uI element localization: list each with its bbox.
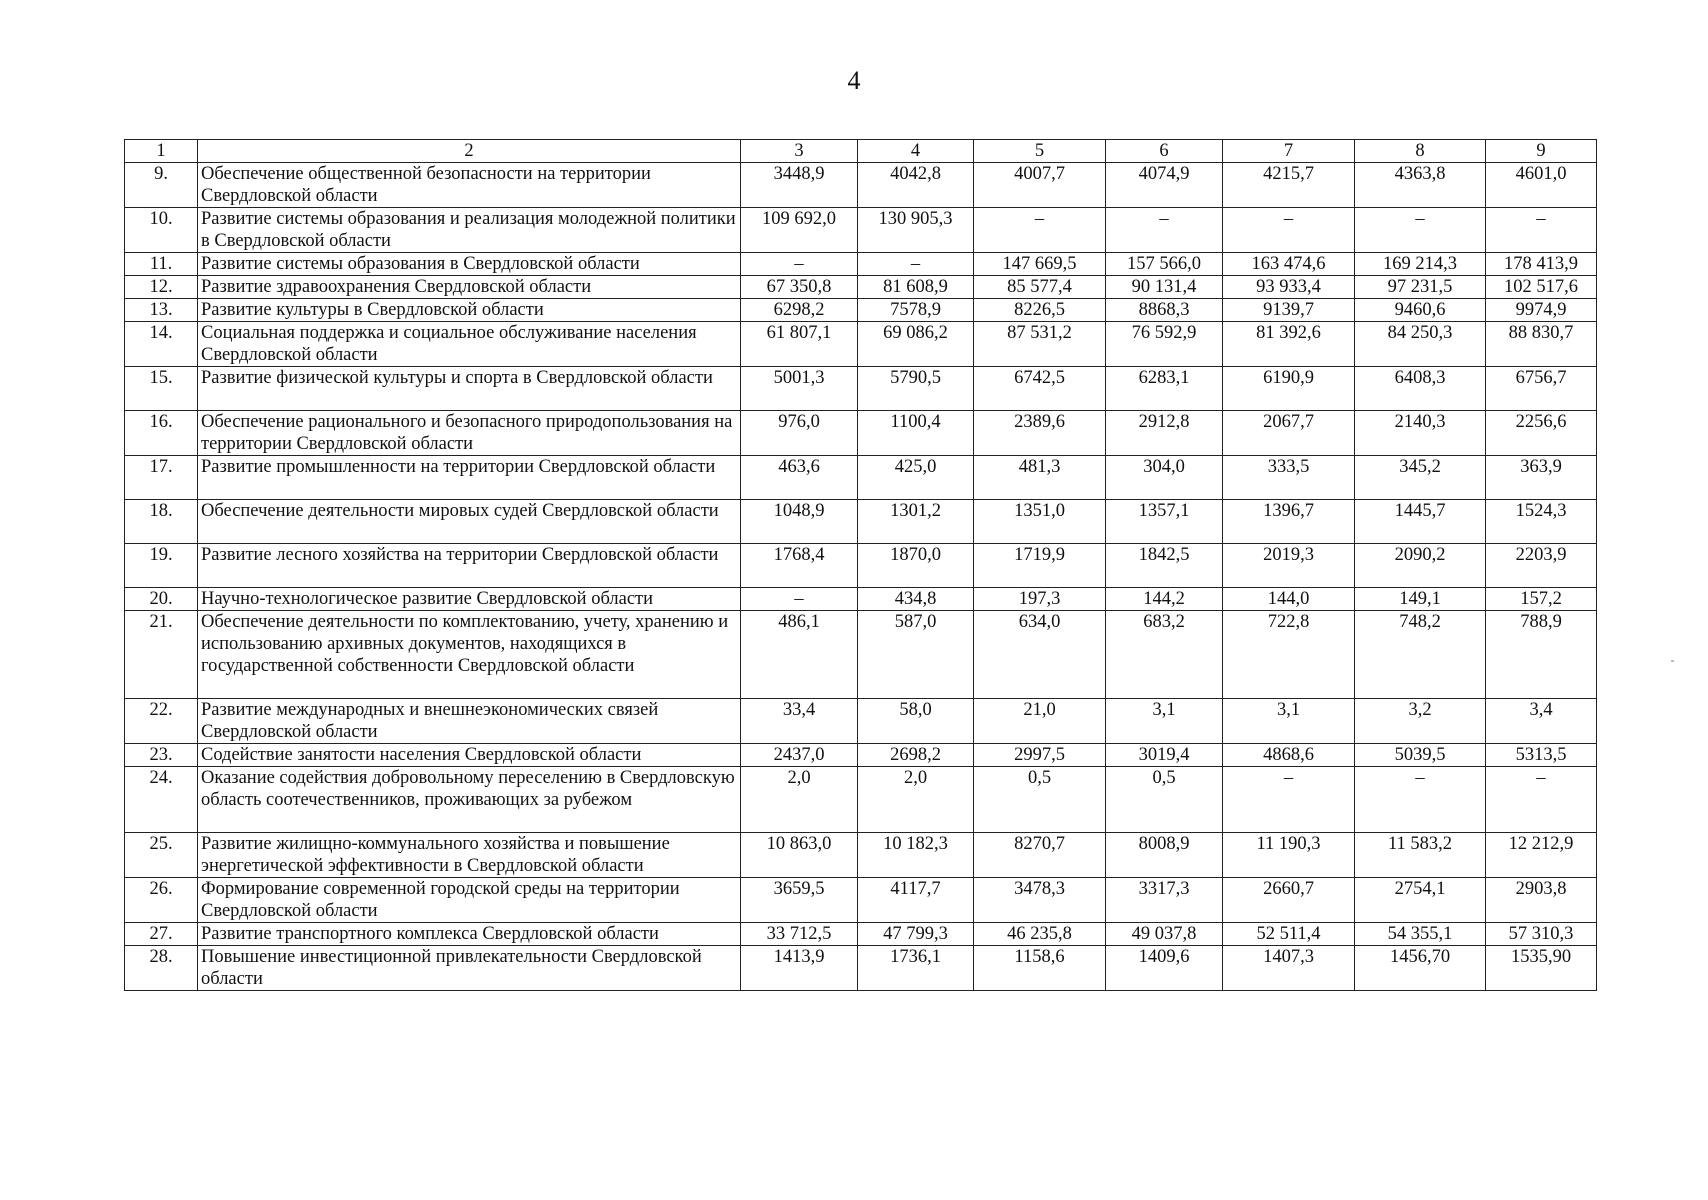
value-cell: 9139,7 — [1223, 299, 1355, 322]
table-row — [125, 767, 1597, 833]
program-name: Развитие жилищно-коммунального хозяйства и повышение энергетической эффективности в Свердловской области — [198, 833, 741, 878]
value-cell: 163 474,6 — [1223, 253, 1355, 276]
value-cell: 8270,7 — [974, 833, 1106, 878]
value-cell: 5039,5 — [1355, 744, 1486, 767]
value-cell: 8008,9 — [1106, 833, 1223, 878]
row-number: 9. — [125, 163, 198, 208]
table-row — [125, 833, 1597, 878]
value-cell: 1357,1 — [1106, 500, 1223, 544]
value-cell: 1351,0 — [974, 500, 1106, 544]
row-number: 26. — [125, 878, 198, 923]
column-header: 4 — [858, 140, 974, 163]
value-cell: 345,2 — [1355, 456, 1486, 500]
program-name: Развитие промышленности на территории Свердловской области — [198, 456, 741, 500]
value-cell: – — [1486, 767, 1597, 833]
value-cell: – — [1486, 208, 1597, 253]
table-row — [125, 367, 1597, 411]
program-name: Формирование современной городской среды на территории Свердловской области — [198, 878, 741, 923]
value-cell: 1445,7 — [1355, 500, 1486, 544]
value-cell: 3,1 — [1106, 699, 1223, 744]
value-cell: 61 807,1 — [741, 322, 858, 367]
value-cell: 130 905,3 — [858, 208, 974, 253]
value-cell: 4601,0 — [1486, 163, 1597, 208]
value-cell: 8226,5 — [974, 299, 1106, 322]
value-cell: 1719,9 — [974, 544, 1106, 588]
value-cell: 6298,2 — [741, 299, 858, 322]
row-number: 23. — [125, 744, 198, 767]
value-cell: 333,5 — [1223, 456, 1355, 500]
table-row — [125, 611, 1597, 699]
program-name: Развитие лесного хозяйства на территории Свердловской области — [198, 544, 741, 588]
column-header: 9 — [1486, 140, 1597, 163]
value-cell: 149,1 — [1355, 588, 1486, 611]
value-cell: 67 350,8 — [741, 276, 858, 299]
row-number: 11. — [125, 253, 198, 276]
value-cell: 3019,4 — [1106, 744, 1223, 767]
value-cell: 3,2 — [1355, 699, 1486, 744]
value-cell: 4042,8 — [858, 163, 974, 208]
program-name: Обеспечение общественной безопасности на территории Свердловской области — [198, 163, 741, 208]
value-cell: 90 131,4 — [1106, 276, 1223, 299]
value-cell: 1768,4 — [741, 544, 858, 588]
value-cell: 9460,6 — [1355, 299, 1486, 322]
value-cell: 1870,0 — [858, 544, 974, 588]
value-cell: 33 712,5 — [741, 923, 858, 946]
value-cell: 178 413,9 — [1486, 253, 1597, 276]
value-cell: 425,0 — [858, 456, 974, 500]
budget-table — [124, 139, 1597, 991]
table-body — [125, 163, 1597, 991]
value-cell: 1301,2 — [858, 500, 974, 544]
value-cell: 1456,70 — [1355, 946, 1486, 991]
value-cell: 47 799,3 — [858, 923, 974, 946]
value-cell: 3,1 — [1223, 699, 1355, 744]
value-cell: 87 531,2 — [974, 322, 1106, 367]
value-cell: 69 086,2 — [858, 322, 974, 367]
value-cell: 5790,5 — [858, 367, 974, 411]
value-cell: 54 355,1 — [1355, 923, 1486, 946]
value-cell: 4868,6 — [1223, 744, 1355, 767]
value-cell: 2903,8 — [1486, 878, 1597, 923]
value-cell: 81 608,9 — [858, 276, 974, 299]
row-number: 13. — [125, 299, 198, 322]
column-header: 5 — [974, 140, 1106, 163]
value-cell: 10 182,3 — [858, 833, 974, 878]
value-cell: 6756,7 — [1486, 367, 1597, 411]
value-cell: 12 212,9 — [1486, 833, 1597, 878]
value-cell: 683,2 — [1106, 611, 1223, 699]
row-number: 18. — [125, 500, 198, 544]
program-name: Развитие международных и внешнеэкономических связей Свердловской области — [198, 699, 741, 744]
row-number: 27. — [125, 923, 198, 946]
value-cell: 1407,3 — [1223, 946, 1355, 991]
value-cell: 84 250,3 — [1355, 322, 1486, 367]
value-cell: 144,0 — [1223, 588, 1355, 611]
value-cell: 2698,2 — [858, 744, 974, 767]
value-cell: 33,4 — [741, 699, 858, 744]
value-cell: 788,9 — [1486, 611, 1597, 699]
value-cell: 21,0 — [974, 699, 1106, 744]
value-cell: 4007,7 — [974, 163, 1106, 208]
value-cell: 2256,6 — [1486, 411, 1597, 456]
program-name: Социальная поддержка и социальное обслуживание населения Свердловской области — [198, 322, 741, 367]
value-cell: 147 669,5 — [974, 253, 1106, 276]
program-name: Повышение инвестиционной привлекательности Свердловской области — [198, 946, 741, 991]
value-cell: 304,0 — [1106, 456, 1223, 500]
table-row — [125, 456, 1597, 500]
value-cell: 587,0 — [858, 611, 974, 699]
row-number: 28. — [125, 946, 198, 991]
program-name: Развитие системы образования в Свердловской области — [198, 253, 741, 276]
table-row — [125, 299, 1597, 322]
table-header-row — [125, 140, 1597, 163]
value-cell: 486,1 — [741, 611, 858, 699]
table-row — [125, 699, 1597, 744]
row-number: 14. — [125, 322, 198, 367]
table-row — [125, 923, 1597, 946]
value-cell: 11 190,3 — [1223, 833, 1355, 878]
value-cell: 2912,8 — [1106, 411, 1223, 456]
value-cell: – — [1355, 767, 1486, 833]
table-row — [125, 208, 1597, 253]
value-cell: 5001,3 — [741, 367, 858, 411]
value-cell: 2,0 — [858, 767, 974, 833]
value-cell: 1535,90 — [1486, 946, 1597, 991]
row-number: 16. — [125, 411, 198, 456]
column-header: 2 — [198, 140, 741, 163]
value-cell: 46 235,8 — [974, 923, 1106, 946]
value-cell: 3317,3 — [1106, 878, 1223, 923]
value-cell: 363,9 — [1486, 456, 1597, 500]
value-cell: 2203,9 — [1486, 544, 1597, 588]
table-row — [125, 544, 1597, 588]
column-header: 7 — [1223, 140, 1355, 163]
program-name: Обеспечение деятельности по комплектованию, учету, хранению и использованию архивных документов, находящихся в государственной собственности Свердловской области — [198, 611, 741, 699]
row-number: 19. — [125, 544, 198, 588]
program-name: Развитие системы образования и реализация молодежной политики в Свердловской области — [198, 208, 741, 253]
value-cell: 1396,7 — [1223, 500, 1355, 544]
value-cell: 2997,5 — [974, 744, 1106, 767]
value-cell: 3478,3 — [974, 878, 1106, 923]
column-header: 6 — [1106, 140, 1223, 163]
value-cell: 88 830,7 — [1486, 322, 1597, 367]
scan-speck — [1671, 660, 1674, 662]
value-cell: 157 566,0 — [1106, 253, 1223, 276]
value-cell: – — [741, 588, 858, 611]
table-row — [125, 946, 1597, 991]
column-header: 1 — [125, 140, 198, 163]
value-cell: – — [1223, 767, 1355, 833]
program-name: Обеспечение рационального и безопасного природопользования на территории Свердловской области — [198, 411, 741, 456]
value-cell: 8868,3 — [1106, 299, 1223, 322]
value-cell: 49 037,8 — [1106, 923, 1223, 946]
value-cell: 2389,6 — [974, 411, 1106, 456]
value-cell: 3659,5 — [741, 878, 858, 923]
value-cell: 1736,1 — [858, 946, 974, 991]
row-number: 22. — [125, 699, 198, 744]
value-cell: 463,6 — [741, 456, 858, 500]
value-cell: – — [1106, 208, 1223, 253]
value-cell: 0,5 — [974, 767, 1106, 833]
value-cell: – — [1223, 208, 1355, 253]
value-cell: 3,4 — [1486, 699, 1597, 744]
table-row — [125, 253, 1597, 276]
value-cell: 76 592,9 — [1106, 322, 1223, 367]
value-cell: 722,8 — [1223, 611, 1355, 699]
value-cell: 144,2 — [1106, 588, 1223, 611]
row-number: 12. — [125, 276, 198, 299]
program-name: Содействие занятости населения Свердловской области — [198, 744, 741, 767]
value-cell: – — [858, 253, 974, 276]
value-cell: 9974,9 — [1486, 299, 1597, 322]
value-cell: 4074,9 — [1106, 163, 1223, 208]
value-cell: 169 214,3 — [1355, 253, 1486, 276]
table-row — [125, 322, 1597, 367]
value-cell: 1048,9 — [741, 500, 858, 544]
value-cell: 4117,7 — [858, 878, 974, 923]
row-number: 17. — [125, 456, 198, 500]
table-row — [125, 500, 1597, 544]
value-cell: 434,8 — [858, 588, 974, 611]
value-cell: 102 517,6 — [1486, 276, 1597, 299]
value-cell: 1413,9 — [741, 946, 858, 991]
value-cell: 6408,3 — [1355, 367, 1486, 411]
program-name: Оказание содействия добровольному переселению в Свердловскую область соотечественников, проживающих за рубежом — [198, 767, 741, 833]
column-header: 3 — [741, 140, 858, 163]
program-name: Развитие физической культуры и спорта в Свердловской области — [198, 367, 741, 411]
row-number: 10. — [125, 208, 198, 253]
program-name: Обеспечение деятельности мировых судей Свердловской области — [198, 500, 741, 544]
value-cell: 58,0 — [858, 699, 974, 744]
table-row — [125, 878, 1597, 923]
value-cell: 3448,9 — [741, 163, 858, 208]
table-row — [125, 588, 1597, 611]
value-cell: 81 392,6 — [1223, 322, 1355, 367]
row-number: 21. — [125, 611, 198, 699]
value-cell: 748,2 — [1355, 611, 1486, 699]
value-cell: 634,0 — [974, 611, 1106, 699]
value-cell: 6742,5 — [974, 367, 1106, 411]
program-name: Развитие культуры в Свердловской области — [198, 299, 741, 322]
row-number: 24. — [125, 767, 198, 833]
value-cell: 4363,8 — [1355, 163, 1486, 208]
value-cell: 2754,1 — [1355, 878, 1486, 923]
value-cell: 2067,7 — [1223, 411, 1355, 456]
value-cell: 6190,9 — [1223, 367, 1355, 411]
row-number: 20. — [125, 588, 198, 611]
value-cell: 10 863,0 — [741, 833, 858, 878]
value-cell: 85 577,4 — [974, 276, 1106, 299]
program-name: Научно-технологическое развитие Свердловской области — [198, 588, 741, 611]
value-cell: 976,0 — [741, 411, 858, 456]
program-name: Развитие здравоохранения Свердловской области — [198, 276, 741, 299]
row-number: 15. — [125, 367, 198, 411]
value-cell: 2437,0 — [741, 744, 858, 767]
value-cell: 197,3 — [974, 588, 1106, 611]
value-cell: 1100,4 — [858, 411, 974, 456]
table-row — [125, 163, 1597, 208]
value-cell: 97 231,5 — [1355, 276, 1486, 299]
value-cell: 57 310,3 — [1486, 923, 1597, 946]
value-cell: 2,0 — [741, 767, 858, 833]
value-cell: 0,5 — [1106, 767, 1223, 833]
value-cell: 4215,7 — [1223, 163, 1355, 208]
value-cell: 7578,9 — [858, 299, 974, 322]
value-cell: 157,2 — [1486, 588, 1597, 611]
value-cell: 2019,3 — [1223, 544, 1355, 588]
table-row — [125, 411, 1597, 456]
value-cell: 2660,7 — [1223, 878, 1355, 923]
value-cell: 2090,2 — [1355, 544, 1486, 588]
value-cell: – — [1355, 208, 1486, 253]
value-cell: 481,3 — [974, 456, 1106, 500]
table-row — [125, 744, 1597, 767]
value-cell: 109 692,0 — [741, 208, 858, 253]
column-header: 8 — [1355, 140, 1486, 163]
page-number: 4 — [847, 66, 861, 95]
value-cell: 2140,3 — [1355, 411, 1486, 456]
value-cell: 52 511,4 — [1223, 923, 1355, 946]
value-cell: 1409,6 — [1106, 946, 1223, 991]
value-cell: 11 583,2 — [1355, 833, 1486, 878]
value-cell: 93 933,4 — [1223, 276, 1355, 299]
value-cell: – — [974, 208, 1106, 253]
value-cell: 1158,6 — [974, 946, 1106, 991]
row-number: 25. — [125, 833, 198, 878]
value-cell: 6283,1 — [1106, 367, 1223, 411]
value-cell: 1524,3 — [1486, 500, 1597, 544]
program-name: Развитие транспортного комплекса Свердловской области — [198, 923, 741, 946]
value-cell: – — [741, 253, 858, 276]
value-cell: 5313,5 — [1486, 744, 1597, 767]
value-cell: 1842,5 — [1106, 544, 1223, 588]
table-row — [125, 276, 1597, 299]
